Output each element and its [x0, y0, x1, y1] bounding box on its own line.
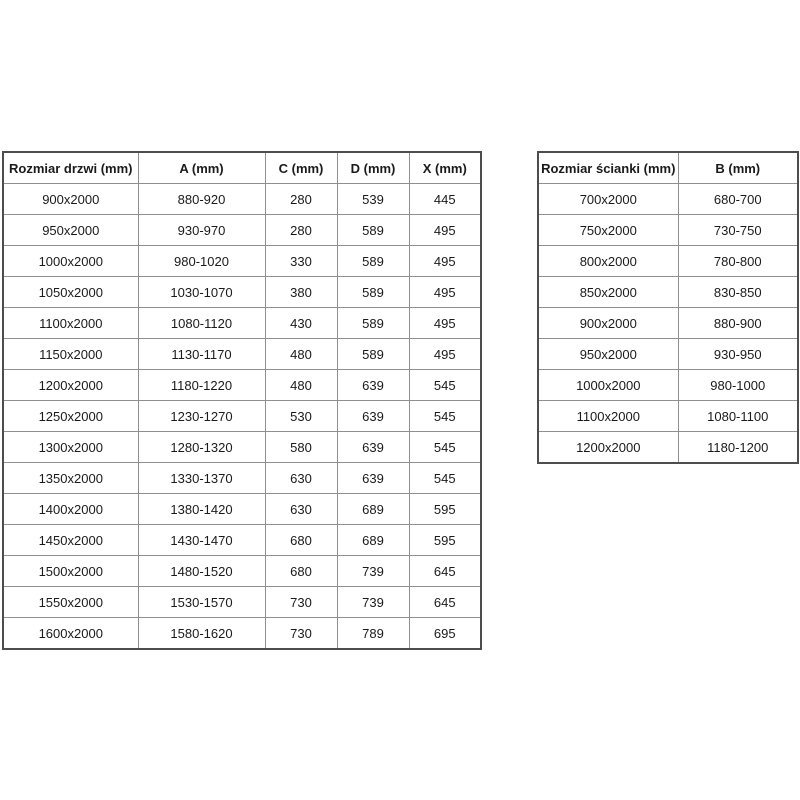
table-cell: 539	[337, 184, 409, 215]
table-row	[3, 339, 481, 370]
table-cell: 645	[409, 556, 481, 587]
table-cell: 1380-1420	[138, 494, 265, 525]
table-row	[538, 184, 798, 215]
table-row	[3, 463, 481, 494]
table-cell: 1150x2000	[3, 339, 138, 370]
table-cell: 330	[265, 246, 337, 277]
table-cell: 530	[265, 401, 337, 432]
table-cell: 1400x2000	[3, 494, 138, 525]
table-row	[3, 556, 481, 587]
table-row	[538, 246, 798, 277]
table-cell: 480	[265, 370, 337, 401]
table-row	[538, 370, 798, 401]
table-cell: 695	[409, 618, 481, 650]
table-row	[3, 432, 481, 463]
table-cell: 930-950	[678, 339, 798, 370]
table-row	[538, 308, 798, 339]
table-row	[3, 587, 481, 618]
header-row	[538, 152, 798, 184]
table-cell: 595	[409, 494, 481, 525]
wall-size-table	[537, 151, 799, 464]
table-row	[538, 277, 798, 308]
table-row	[3, 370, 481, 401]
door-size-table	[2, 151, 482, 650]
table-cell: 930-970	[138, 215, 265, 246]
table-row	[538, 215, 798, 246]
table-row	[3, 525, 481, 556]
table-cell: 1000x2000	[3, 246, 138, 277]
table-cell: 980-1000	[678, 370, 798, 401]
table-row	[538, 339, 798, 370]
table-cell: 1080-1100	[678, 401, 798, 432]
table-cell: 1480-1520	[138, 556, 265, 587]
table-cell: 589	[337, 339, 409, 370]
column-header: D (mm)	[337, 152, 409, 184]
table-cell: 739	[337, 556, 409, 587]
table-cell: 545	[409, 370, 481, 401]
table-cell: 589	[337, 308, 409, 339]
table-cell: 1100x2000	[3, 308, 138, 339]
table-cell: 495	[409, 277, 481, 308]
table-cell: 280	[265, 184, 337, 215]
table-cell: 730-750	[678, 215, 798, 246]
table-cell: 280	[265, 215, 337, 246]
table-row	[3, 215, 481, 246]
column-header: X (mm)	[409, 152, 481, 184]
table-cell: 595	[409, 525, 481, 556]
table-cell: 1200x2000	[3, 370, 138, 401]
table-cell: 380	[265, 277, 337, 308]
column-header: B (mm)	[678, 152, 798, 184]
table-cell: 589	[337, 246, 409, 277]
table-row	[3, 246, 481, 277]
table-cell: 1230-1270	[138, 401, 265, 432]
table-cell: 1430-1470	[138, 525, 265, 556]
column-header: C (mm)	[265, 152, 337, 184]
table-cell: 1080-1120	[138, 308, 265, 339]
table-cell: 495	[409, 339, 481, 370]
table-row	[3, 618, 481, 650]
table-cell: 680	[265, 525, 337, 556]
table-cell: 880-920	[138, 184, 265, 215]
table-cell: 1050x2000	[3, 277, 138, 308]
table-cell: 1250x2000	[3, 401, 138, 432]
table-cell: 495	[409, 246, 481, 277]
table-cell: 1330-1370	[138, 463, 265, 494]
table-cell: 495	[409, 308, 481, 339]
table-cell: 880-900	[678, 308, 798, 339]
table-cell: 1100x2000	[538, 401, 678, 432]
table-cell: 980-1020	[138, 246, 265, 277]
table-cell: 1530-1570	[138, 587, 265, 618]
table-cell: 480	[265, 339, 337, 370]
table-cell: 645	[409, 587, 481, 618]
table-row	[3, 494, 481, 525]
table-cell: 639	[337, 432, 409, 463]
table-cell: 800x2000	[538, 246, 678, 277]
table-cell: 1200x2000	[538, 432, 678, 464]
table-cell: 1180-1200	[678, 432, 798, 464]
table-cell: 545	[409, 401, 481, 432]
table-cell: 1500x2000	[3, 556, 138, 587]
table-cell: 630	[265, 463, 337, 494]
table-cell: 730	[265, 618, 337, 650]
table-row	[538, 432, 798, 464]
table-cell: 950x2000	[538, 339, 678, 370]
table-cell: 630	[265, 494, 337, 525]
table-cell: 1600x2000	[3, 618, 138, 650]
table-cell: 1550x2000	[3, 587, 138, 618]
table-cell: 750x2000	[538, 215, 678, 246]
table-row	[3, 308, 481, 339]
table-cell: 830-850	[678, 277, 798, 308]
table-cell: 689	[337, 525, 409, 556]
table-cell: 700x2000	[538, 184, 678, 215]
table-cell: 1280-1320	[138, 432, 265, 463]
header-row	[3, 152, 481, 184]
column-header: Rozmiar ścianki (mm)	[538, 152, 678, 184]
table-cell: 1000x2000	[538, 370, 678, 401]
table-cell: 1300x2000	[3, 432, 138, 463]
table-cell: 495	[409, 215, 481, 246]
table-row	[3, 184, 481, 215]
table-cell: 1450x2000	[3, 525, 138, 556]
table-cell: 639	[337, 463, 409, 494]
column-header: A (mm)	[138, 152, 265, 184]
table-cell: 900x2000	[3, 184, 138, 215]
table-cell: 900x2000	[538, 308, 678, 339]
column-header: Rozmiar drzwi (mm)	[3, 152, 138, 184]
table-cell: 445	[409, 184, 481, 215]
table-row	[3, 277, 481, 308]
table-cell: 680	[265, 556, 337, 587]
table-cell: 589	[337, 277, 409, 308]
table-cell: 580	[265, 432, 337, 463]
table-cell: 589	[337, 215, 409, 246]
table-cell: 1130-1170	[138, 339, 265, 370]
table-cell: 639	[337, 401, 409, 432]
table-cell: 1030-1070	[138, 277, 265, 308]
table-cell: 430	[265, 308, 337, 339]
table-cell: 789	[337, 618, 409, 650]
table-cell: 545	[409, 432, 481, 463]
table-row	[538, 401, 798, 432]
table-cell: 1180-1220	[138, 370, 265, 401]
table-cell: 680-700	[678, 184, 798, 215]
table-cell: 850x2000	[538, 277, 678, 308]
table-cell: 1350x2000	[3, 463, 138, 494]
table-cell: 689	[337, 494, 409, 525]
table-row	[3, 401, 481, 432]
table-cell: 1580-1620	[138, 618, 265, 650]
table-cell: 545	[409, 463, 481, 494]
table-cell: 950x2000	[3, 215, 138, 246]
table-cell: 639	[337, 370, 409, 401]
table-cell: 730	[265, 587, 337, 618]
table-cell: 739	[337, 587, 409, 618]
table-cell: 780-800	[678, 246, 798, 277]
